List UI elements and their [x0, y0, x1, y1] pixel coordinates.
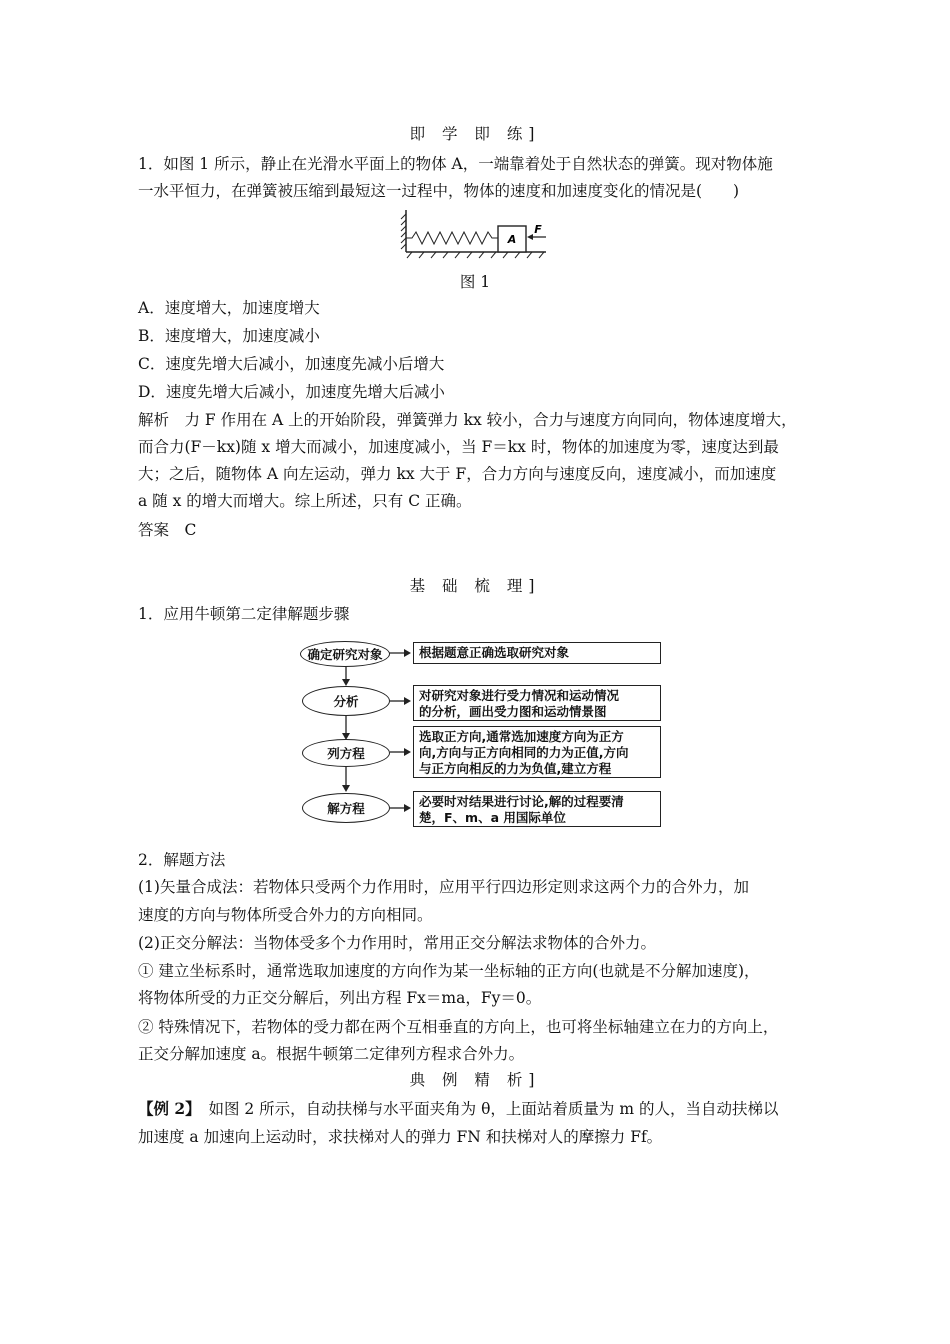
- method-line-5: 将物体所受的力正交分解后，列出方程 Fx＝ma，Fy＝0。: [138, 989, 542, 1007]
- section-heading-examples: 典 例 精 析]: [409, 1071, 541, 1089]
- option-c: C．速度先增大后减小，加速度先减小后增大: [138, 355, 445, 373]
- spring: [406, 232, 498, 244]
- option-b: B．速度增大，加速度减小: [138, 327, 320, 345]
- flow-node-identify-object: 确定研究对象: [300, 641, 390, 667]
- method-line-6: ② 特殊情况下，若物体的受力都在两个互相垂直的方向上，也可将坐标轴建立在力的方向上，: [138, 1018, 779, 1036]
- flow-node-equations: 列方程: [302, 739, 390, 767]
- analysis-line-2: 而合力(F－kx)随 x 增大而减小，加速度减小，当 F＝kx 时，物体的加速度为零，速度达到最: [138, 438, 779, 456]
- flow-desc-identify-object: 根据题意正确选取研究对象: [413, 642, 661, 664]
- method-line-1: (1)矢量合成法：若物体只受两个力作用时，应用平行四边形定则求这两个力的合外力，加: [138, 878, 749, 896]
- flow-desc-equations: 选取正方向,通常选加速度方向为正方 向,方向与正方向相同的力为正值,方向 与正方向相反的力为负值,建立方程: [413, 726, 661, 778]
- method-line-7: 正交分解加速度 a。根据牛顿第二定律列方程求合外力。: [138, 1045, 525, 1063]
- answer: 答案 C: [138, 521, 197, 539]
- figure-1-spring-diagram: [400, 206, 552, 262]
- flow-desc-solve: 必要时对结果进行讨论,解的过程要清 楚，F、m、a 用国际单位: [413, 791, 661, 827]
- example-line-1: 【例 2】 如图 2 所示，自动扶梯与水平面夹角为 θ，上面站着质量为 m 的人，当自动扶梯以: [138, 1099, 779, 1118]
- analysis-line-3: 大；之后，随物体 A 向左运动，弹力 kx 大于 F，合力方向与速度反向，速度减小，而加速度: [138, 465, 777, 483]
- block-a-label: A: [507, 233, 517, 246]
- question-line-2: 一水平恒力，在弹簧被压缩到最短这一过程中，物体的速度和加速度变化的情况是( ): [138, 182, 740, 200]
- option-a: A．速度增大，加速度增大: [138, 299, 320, 317]
- section-heading-basics: 基 础 梳 理]: [409, 577, 541, 595]
- flow-desc-analyze: 对研究对象进行受力情况和运动情况 的分析，画出受力图和运动情景图: [413, 685, 661, 721]
- example-line-2: 加速度 a 加速向上运动时，求扶梯对人的弹力 FN 和扶梯对人的摩擦力 Ff。: [138, 1128, 663, 1146]
- flow-node-solve: 解方程: [302, 793, 390, 823]
- item-1-title: 1．应用牛顿第二定律解题步骤: [138, 605, 350, 623]
- item-2-title: 2．解题方法: [138, 851, 226, 869]
- question-line-1: 1．如图 1 所示，静止在光滑水平面上的物体 A，一端靠着处于自然状态的弹簧。现对物体施: [138, 155, 773, 173]
- figure-1-caption: 图 1: [459, 273, 491, 291]
- section-heading-practice: 即 学 即 练]: [409, 125, 541, 143]
- method-line-3: (2)正交分解法：当物体受多个力作用时，常用正交分解法求物体的合外力。: [138, 934, 656, 952]
- example-tag: 【例 2】: [138, 1099, 193, 1118]
- flow-node-analyze: 分析: [302, 686, 390, 716]
- method-line-2: 速度的方向与物体所受合外力的方向相同。: [138, 906, 433, 924]
- analysis-line-4: a 随 x 的增大而增大。综上所述，只有 C 正确。: [138, 492, 472, 510]
- analysis-line-1: 解析 力 F 作用在 A 上的开始阶段，弹簧弹力 kx 较小，合力与速度方向同向，物体速度增大，: [138, 411, 797, 429]
- force-label: F: [534, 223, 542, 236]
- method-line-4: ① 建立坐标系时，通常选取加速度的方向作为某一坐标轴的正方向(也就是不分解加速度)，: [138, 962, 760, 980]
- option-d: D．速度先增大后减小，加速度先增大后减小: [138, 383, 445, 401]
- flowchart: [290, 636, 662, 832]
